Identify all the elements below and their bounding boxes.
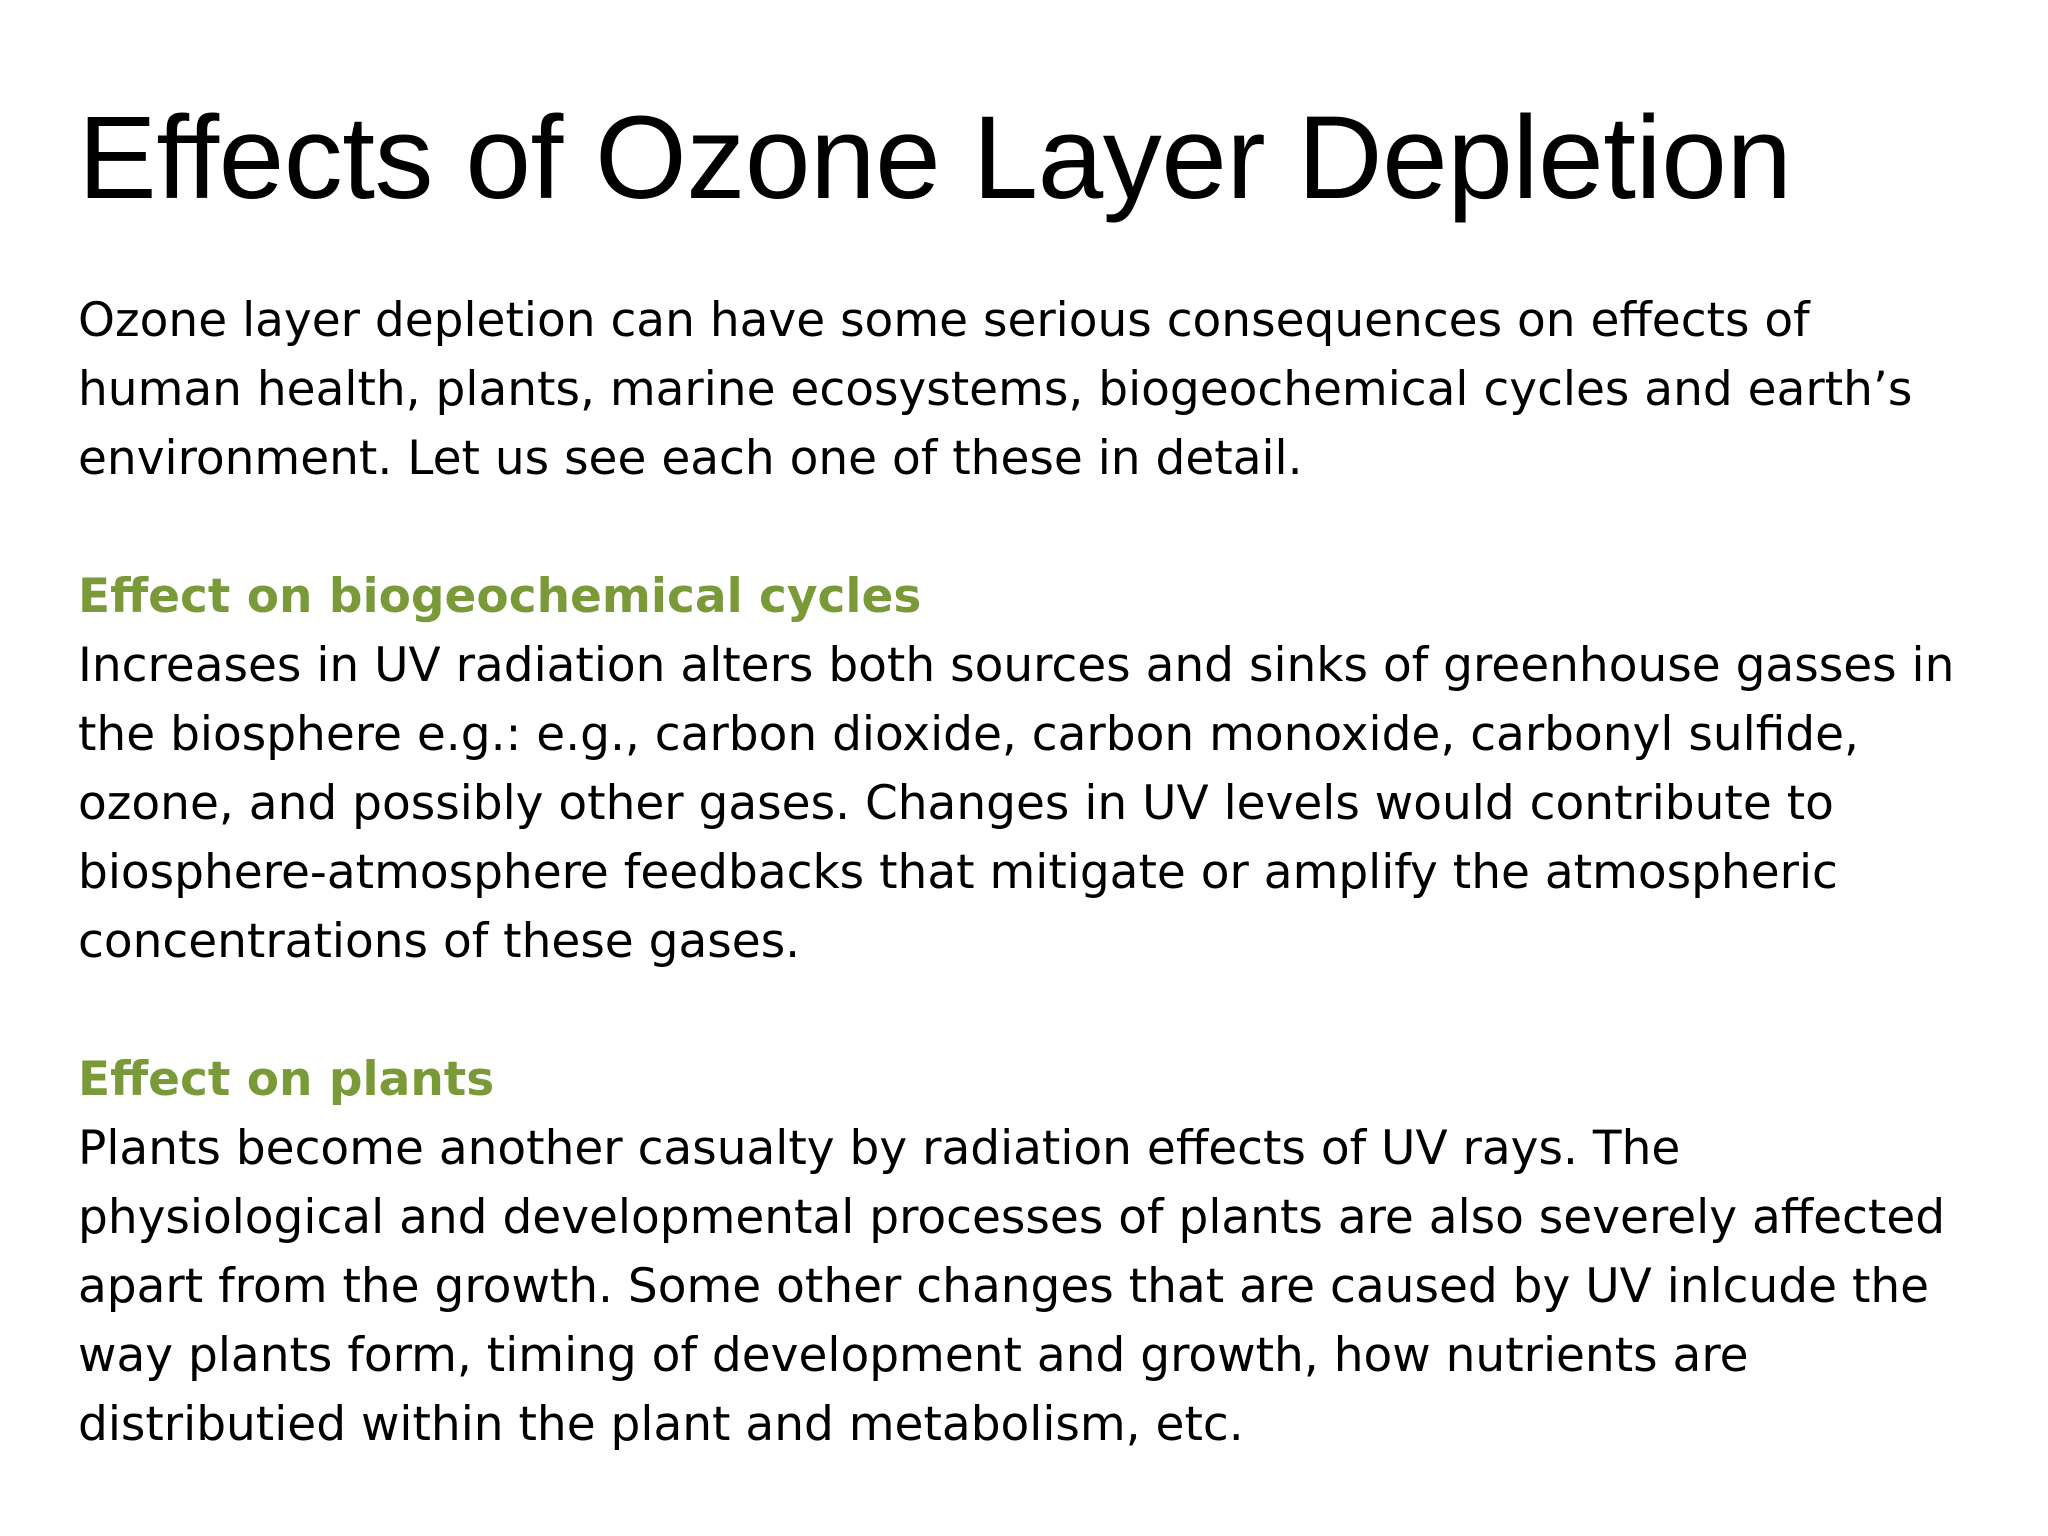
section-heading-biogeochemical: Effect on biogeochemical cycles	[78, 569, 922, 624]
section-plants	[78, 1045, 1978, 1459]
intro-paragraph	[78, 286, 1978, 493]
section-line: way plants form, timing of development and growth, how nutrients are	[78, 1328, 1749, 1383]
section-line: ozone, and possibly other gases. Changes in UV levels would contribute to	[78, 776, 1834, 831]
section-heading-plants: Effect on plants	[78, 1052, 495, 1107]
intro-line: human health, plants, marine ecosystems, biogeochemical cycles and earth’s	[78, 362, 1913, 417]
section-biogeochemical	[78, 562, 1978, 976]
section-line: physiological and developmental processes of plants are also severely affected	[78, 1190, 1946, 1245]
section-line: distributied within the plant and metabolism, etc.	[78, 1397, 1244, 1452]
section-line: apart from the growth. Some other changes that are caused by UV inlcude the	[78, 1259, 1930, 1314]
section-line: Plants become another casualty by radiation effects of UV rays. The	[78, 1121, 1681, 1176]
slide-title: Effects of Ozone Layer Depletion	[78, 92, 1792, 224]
section-line: the biosphere e.g.: e.g., carbon dioxide, carbon monoxide, carbonyl sulfide,	[78, 707, 1859, 762]
section-line: biosphere-atmosphere feedbacks that mitigate or amplify the atmospheric	[78, 845, 1838, 900]
paragraph-spacer	[78, 976, 1978, 1045]
section-line: concentrations of these gases.	[78, 914, 801, 969]
intro-line: Ozone layer depletion can have some serious consequences on effects of	[78, 293, 1810, 348]
section-line: Increases in UV radiation alters both sources and sinks of greenhouse gasses in	[78, 638, 1955, 693]
slide-body	[78, 286, 1978, 1459]
intro-line: environment. Let us see each one of these in detail.	[78, 431, 1303, 486]
paragraph-spacer	[78, 493, 1978, 562]
